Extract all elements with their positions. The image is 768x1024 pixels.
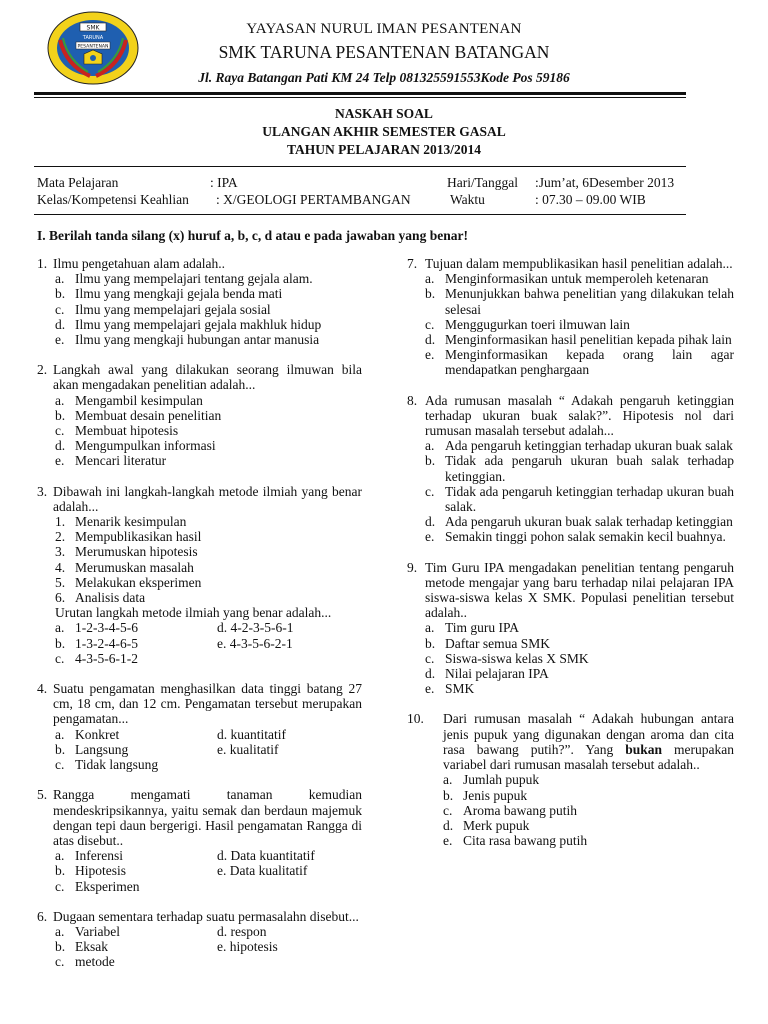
question-text: Ada rumusan masalah “ Adakah pengaruh ketinggian terhadap ukuran buak salak?”. Hipotesis nol dari rumusan masalah tersebut adalah... — [425, 392, 734, 439]
question-text: Tim Guru IPA mengadakan penelitian tentang pengaruh metode mengajar yang baru terhadap nilai pelajaran IPA siswa-siswa kelas X SMK. Populasi penelitian tersebut adalah.. — [425, 559, 734, 621]
option-e[interactable]: e. hipotesis — [217, 939, 278, 955]
option-a[interactable]: a. Variabel — [55, 923, 120, 939]
school-name: SMK TARUNA PESANTENAN BATANGAN — [218, 42, 550, 62]
option-b[interactable]: b. Jenis pupuk — [443, 787, 528, 803]
option-a[interactable]: a. Ada pengaruh ketinggian terhadap ukuran buak salak — [425, 438, 733, 454]
option-c[interactable]: c. metode — [55, 954, 115, 970]
option-a[interactable]: a. Konkret — [55, 726, 120, 742]
left-column — [37, 256, 362, 985]
question-text: Tujuan dalam mempublikasikan hasil penelitian adalah... — [425, 256, 733, 271]
info-rule-bottom — [34, 214, 686, 215]
option-b[interactable]: b. Membuat desain penelitian — [55, 407, 222, 423]
day-value: :Jum’at, 6Desember 2013 — [535, 175, 675, 190]
option-e[interactable]: e. Mencari literatur — [55, 453, 167, 469]
option-d[interactable]: d. Ilmu yang mempelajari gejala makhluk hidup — [55, 316, 322, 332]
question-number: 6. — [37, 908, 48, 924]
option-d[interactable]: d. Nilai pelajaran IPA — [425, 666, 549, 682]
emphasis-bukan: bukan — [625, 741, 663, 757]
option-a[interactable]: a. Menginformasikan untuk memperoleh ketenaran — [425, 271, 709, 287]
option-b[interactable]: b. Tidak ada pengaruh ukuran buah salak terhadap ketinggian. — [425, 453, 734, 484]
right-column — [407, 256, 734, 863]
question-text: Dari rumusan masalah “ Adakah hubungan antara jenis pupuk yang digunakan dengan aroma dan cita rasa bawang putih?”. Yang bukan merupakan variabel dari rumusan masalah tersebut adalah.. — [443, 711, 734, 773]
question-text: Rangga mengamati tanaman kemudian mendeskripsikannya, yaitu semak dan berdaun majemuk dengan tepi daun bergerigi. Hasil pengamatan Rangga di atas disebut.. — [53, 787, 362, 848]
option-e[interactable]: e. Ilmu yang mengkaji hubungan antar manusia — [55, 332, 320, 348]
option-d[interactable]: d. Merk pupuk — [443, 817, 530, 833]
time-label: Waktu — [450, 192, 485, 207]
question-number: 8. — [407, 392, 418, 408]
question-text: Dugaan sementara terhadap suatu permasalahn disebut... — [53, 908, 359, 924]
subject-value: : IPA — [210, 175, 238, 190]
option-e[interactable]: e. kualitatif — [217, 741, 279, 757]
option-b[interactable]: b. Daftar semua SMK — [425, 635, 550, 651]
question-5 — [37, 787, 362, 893]
option-c[interactable]: c. Ilmu yang mempelajari gejala sosial — [55, 301, 271, 317]
option-d[interactable]: d. 4-2-3-5-6-1 — [217, 620, 294, 636]
question-followup: Urutan langkah metode ilmiah yang benar adalah... — [55, 605, 332, 621]
question-3 — [37, 484, 362, 666]
question-number: 5. — [37, 787, 48, 803]
question-7 — [407, 256, 734, 378]
option-b[interactable]: b. Menunjukkan bahwa penelitian yang dilakukan telah selesai — [425, 286, 734, 317]
option-d[interactable]: d. Menginformasikan hasil penelitian kepada pihak lain — [425, 332, 732, 348]
option-e[interactable]: e. Semakin tinggi pohon salak semakin kecil buahnya. — [425, 529, 726, 545]
step-1: 1. Menarik kesimpulan — [55, 514, 187, 530]
question-number: 2. — [37, 362, 48, 378]
option-d[interactable]: d. Ada pengaruh ukuran buak salak terhadap ketinggian — [425, 514, 733, 530]
instruction: I. Berilah tanda silang (x) huruf a, b, c, d atau e pada jawaban yang benar! — [37, 228, 468, 243]
option-c[interactable]: c. 4-3-5-6-1-2 — [55, 650, 138, 666]
option-c[interactable]: c. Aroma bawang putih — [443, 802, 577, 818]
question-text: Suatu pengamatan menghasilkan data tinggi batang 27 cm, 18 cm, dan 12 cm. Pengamatan tersebut merupakan pengamatan... — [53, 681, 362, 727]
option-c[interactable]: c. Siswa-siswa kelas X SMK — [425, 650, 589, 666]
option-d[interactable]: d. kuantitatif — [217, 726, 286, 742]
option-b[interactable]: b. Ilmu yang mengkaji gejala benda mati — [55, 286, 283, 302]
question-number: 9. — [407, 559, 418, 575]
question-text: Langkah awal yang dilakukan seorang ilmuwan bila akan mengadakan penelitian adalah... — [53, 362, 362, 393]
header-rule-thick — [34, 92, 686, 95]
step-3: 3. Merumuskan hipotesis — [55, 544, 198, 560]
option-d[interactable]: d. respon — [217, 923, 267, 939]
question-number: 10. — [407, 711, 424, 727]
step-5: 5. Melakukan eksperimen — [55, 574, 202, 590]
option-c[interactable]: c. Eksperimen — [55, 878, 140, 894]
day-label: Hari/Tanggal — [447, 175, 519, 190]
option-e[interactable]: e. Menginformasikan kepada orang lain agar mendapatkan penghargaan — [425, 347, 734, 378]
subject-label: Mata Pelajaran — [37, 175, 119, 190]
logo-text-bottom: PESANTENAN — [77, 44, 109, 50]
info-rule-top — [34, 166, 686, 167]
option-e[interactable]: e. SMK — [425, 681, 475, 697]
logo-text-top: SMK — [86, 24, 100, 32]
step-4: 4. Merumuskan masalah — [55, 559, 194, 575]
question-4 — [37, 681, 362, 772]
option-c[interactable]: c. Menggugurkan toeri ilmuwan lain — [425, 316, 630, 332]
option-d[interactable]: d. Mengumpulkan informasi — [55, 438, 216, 454]
question-number: 4. — [37, 681, 48, 697]
question-2 — [37, 362, 362, 468]
option-e[interactable]: e. Cita rasa bawang putih — [443, 833, 588, 849]
option-c[interactable]: c. Tidak langsung — [55, 757, 159, 773]
academic-year: TAHUN PELAJARAN 2013/2014 — [286, 142, 481, 157]
question-text: Dibawah ini langkah-langkah metode ilmiah yang benar adalah... — [53, 483, 362, 514]
logo-text-mid: TARUNA — [82, 35, 104, 41]
header-rule-thin — [34, 97, 686, 98]
option-b[interactable]: b. 1-3-2-4-6-5 — [55, 635, 138, 651]
option-e[interactable]: e. 4-3-5-6-2-1 — [217, 635, 293, 651]
option-b[interactable]: b. Hipotesis — [55, 863, 127, 879]
option-d[interactable]: d. Data kuantitatif — [217, 848, 315, 864]
time-value: : 07.30 – 09.00 WIB — [535, 192, 646, 207]
question-9 — [407, 560, 734, 697]
option-c[interactable]: c. Membuat hipotesis — [55, 423, 179, 439]
class-value: : X/GEOLOGI PERTAMBANGAN — [216, 192, 411, 207]
question-number: 1. — [37, 256, 48, 271]
option-a[interactable]: a. Ilmu yang mempelajari tentang gejala alam. — [55, 271, 313, 287]
option-a[interactable]: a. 1-2-3-4-5-6 — [55, 620, 138, 636]
step-6: 6. Analisis data — [55, 590, 146, 606]
step-2: 2. Mempublikasikan hasil — [55, 529, 202, 545]
option-a[interactable]: a. Mengambil kesimpulan — [55, 392, 203, 408]
exam-title: ULANGAN AKHIR SEMESTER GASAL — [262, 124, 506, 139]
option-c[interactable]: c. Tidak ada pengaruh ketinggian terhadap ukuran buah salak. — [425, 483, 734, 515]
school-address: Jl. Raya Batangan Pati KM 24 Telp 081325591553Kode Pos 59186 — [198, 70, 570, 85]
question-number: 3. — [37, 483, 48, 499]
question-10 — [407, 711, 734, 848]
class-label: Kelas/Kompetensi Keahlian — [37, 192, 189, 207]
foundation-name: YAYASAN NURUL IMAN PESANTENAN — [246, 21, 522, 37]
question-text: Ilmu pengetahuan alam adalah.. — [53, 256, 226, 271]
option-a[interactable]: a. Jumlah pupuk — [443, 772, 540, 788]
question-6 — [37, 909, 362, 970]
option-b[interactable]: b. Eksak — [55, 939, 108, 955]
option-a[interactable]: a. Inferensi — [55, 848, 123, 864]
doc-title: NASKAH SOAL — [335, 106, 433, 121]
question-1 — [37, 256, 362, 347]
option-e[interactable]: e. Data kualitatif — [217, 863, 308, 879]
option-b[interactable]: b. Langsung — [55, 741, 129, 757]
question-number: 7. — [407, 256, 418, 271]
question-8 — [407, 393, 734, 545]
option-a[interactable]: a. Tim guru IPA — [425, 620, 520, 636]
